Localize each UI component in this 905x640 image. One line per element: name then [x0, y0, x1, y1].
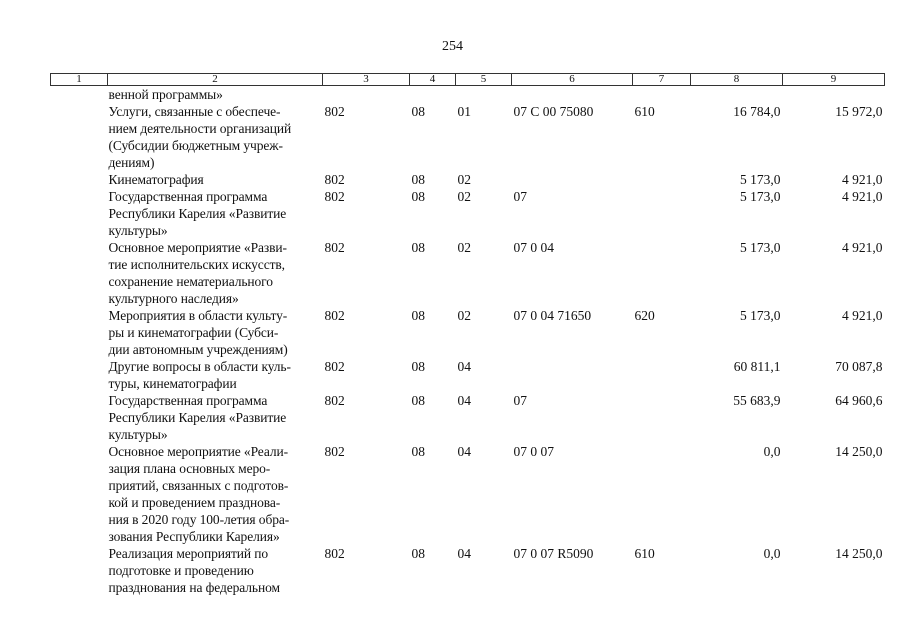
section-code: 08	[411, 393, 425, 408]
subsection-code: 04	[457, 393, 471, 408]
expense-type-code	[633, 443, 691, 545]
target-item-code: 07	[513, 393, 527, 408]
amount-col-9: 4 921,0	[842, 308, 883, 323]
amount-col-9: 15 972,0	[835, 104, 883, 119]
row-number-cell	[51, 86, 108, 104]
item-name: Реализация мероприятий по подготовке и проведению празднования на федеральном	[108, 546, 280, 595]
item-name: Государственная программа Республики Карелия «Развитие культуры»	[108, 189, 287, 238]
section-code: 08	[411, 308, 425, 323]
target-item-code	[512, 86, 633, 104]
subsection-code: 02	[457, 240, 471, 255]
ministry-code: 802	[324, 444, 345, 459]
table-row	[51, 171, 885, 188]
header-col-1: 1	[51, 74, 108, 86]
table-row	[51, 86, 885, 104]
target-item-code: 07	[513, 189, 527, 204]
item-name: Основное мероприятие «Разви- тие исполнительских искусств, сохранение нематериального культурного наследия»	[108, 240, 287, 306]
row-number-cell	[51, 239, 108, 307]
header-col-2: 2	[108, 74, 323, 86]
expense-type-code	[633, 239, 691, 307]
item-name: венной программы»	[108, 87, 223, 102]
page-number: 254	[442, 39, 463, 54]
amount-col-8: 16 784,0	[733, 104, 781, 119]
expense-type-code	[633, 392, 691, 443]
target-item-code	[512, 171, 633, 188]
amount-col-9: 70 087,8	[835, 359, 883, 374]
amount-col-9: 4 921,0	[842, 240, 883, 255]
expense-type-code	[633, 86, 691, 104]
amount-col-9: 14 250,0	[835, 546, 883, 561]
item-name: Кинематография	[108, 172, 204, 187]
amount-col-9: 4 921,0	[842, 189, 883, 204]
subsection-code	[456, 86, 512, 104]
expense-type-code: 610	[634, 104, 655, 119]
item-name: Государственная программа Республики Карелия «Развитие культуры»	[108, 393, 287, 442]
subsection-code: 04	[457, 444, 471, 459]
table-row	[51, 188, 885, 239]
item-name: Другие вопросы в области куль- туры, кинематографии	[108, 359, 291, 391]
row-number-cell	[51, 307, 108, 358]
item-name: Мероприятия в области культу- ры и кинематографии (Субси- дии автономным учреждениям)	[108, 308, 288, 357]
header-col-7: 7	[633, 74, 691, 86]
row-number-cell	[51, 188, 108, 239]
amount-col-8	[691, 86, 783, 104]
amount-col-8: 0,0	[763, 444, 781, 459]
header-col-9: 9	[783, 74, 885, 86]
row-number-cell	[51, 545, 108, 596]
ministry-code: 802	[324, 172, 345, 187]
section-code: 08	[411, 359, 425, 374]
target-item-code: 07 0 07 R5090	[513, 546, 594, 561]
table-row	[51, 239, 885, 307]
row-number-cell	[51, 392, 108, 443]
table-row	[51, 392, 885, 443]
section-code	[410, 86, 456, 104]
header-col-5: 5	[456, 74, 512, 86]
header-row	[51, 74, 885, 86]
amount-col-9	[783, 86, 885, 104]
ministry-code: 802	[324, 308, 345, 323]
subsection-code: 02	[457, 189, 471, 204]
subsection-code: 04	[457, 546, 471, 561]
header-col-3: 3	[323, 74, 410, 86]
ministry-code: 802	[324, 393, 345, 408]
header-col-8: 8	[691, 74, 783, 86]
amount-col-8: 5 173,0	[740, 308, 781, 323]
table-header	[51, 74, 885, 86]
header-col-6: 6	[512, 74, 633, 86]
table-row	[51, 545, 885, 596]
amount-col-9: 64 960,6	[835, 393, 883, 408]
ministry-code: 802	[324, 240, 345, 255]
table-row	[51, 358, 885, 392]
amount-col-8: 5 173,0	[740, 240, 781, 255]
subsection-code: 04	[457, 359, 471, 374]
row-number-cell	[51, 443, 108, 545]
expense-type-code: 620	[634, 308, 655, 323]
header-col-4: 4	[410, 74, 456, 86]
subsection-code: 02	[457, 172, 471, 187]
item-name: Услуги, связанные с обеспече- нием деятельности организаций (Субсидии бюджетным учреж- дениям)	[108, 104, 292, 170]
row-number-cell	[51, 171, 108, 188]
section-code: 08	[411, 172, 425, 187]
amount-col-8: 5 173,0	[740, 189, 781, 204]
amount-col-8: 5 173,0	[740, 172, 781, 187]
budget-table	[50, 73, 885, 596]
section-code: 08	[411, 546, 425, 561]
section-code: 08	[411, 189, 425, 204]
target-item-code: 07 0 04	[513, 240, 554, 255]
target-item-code	[512, 358, 633, 392]
expense-type-code	[633, 171, 691, 188]
ministry-code: 802	[324, 359, 345, 374]
ministry-code: 802	[324, 546, 345, 561]
expense-type-code	[633, 188, 691, 239]
amount-col-8: 60 811,1	[733, 359, 781, 374]
amount-col-9: 14 250,0	[835, 444, 883, 459]
row-number-cell	[51, 358, 108, 392]
target-item-code: 07 0 04 71650	[513, 308, 592, 323]
row-number-cell	[51, 103, 108, 171]
section-code: 08	[411, 240, 425, 255]
subsection-code: 01	[457, 104, 471, 119]
target-item-code: 07 С 00 75080	[513, 104, 594, 119]
section-code: 08	[411, 444, 425, 459]
section-code: 08	[411, 104, 425, 119]
expense-type-code: 610	[634, 546, 655, 561]
amount-col-8: 0,0	[763, 546, 781, 561]
target-item-code: 07 0 07	[513, 444, 554, 459]
table-row	[51, 103, 885, 171]
amount-col-8: 55 683,9	[733, 393, 781, 408]
subsection-code: 02	[457, 308, 471, 323]
expense-type-code	[633, 358, 691, 392]
ministry-code	[323, 86, 410, 104]
table-body	[51, 86, 885, 597]
table-row	[51, 443, 885, 545]
ministry-code: 802	[324, 189, 345, 204]
amount-col-9: 4 921,0	[842, 172, 883, 187]
ministry-code: 802	[324, 104, 345, 119]
table-row	[51, 307, 885, 358]
item-name: Основное мероприятие «Реали- зация плана основных меро- приятий, связанных с подготов- кой и проведением празднова- ния в 2020 году 100-летия обра- зования Республики Карелия»	[108, 444, 290, 544]
